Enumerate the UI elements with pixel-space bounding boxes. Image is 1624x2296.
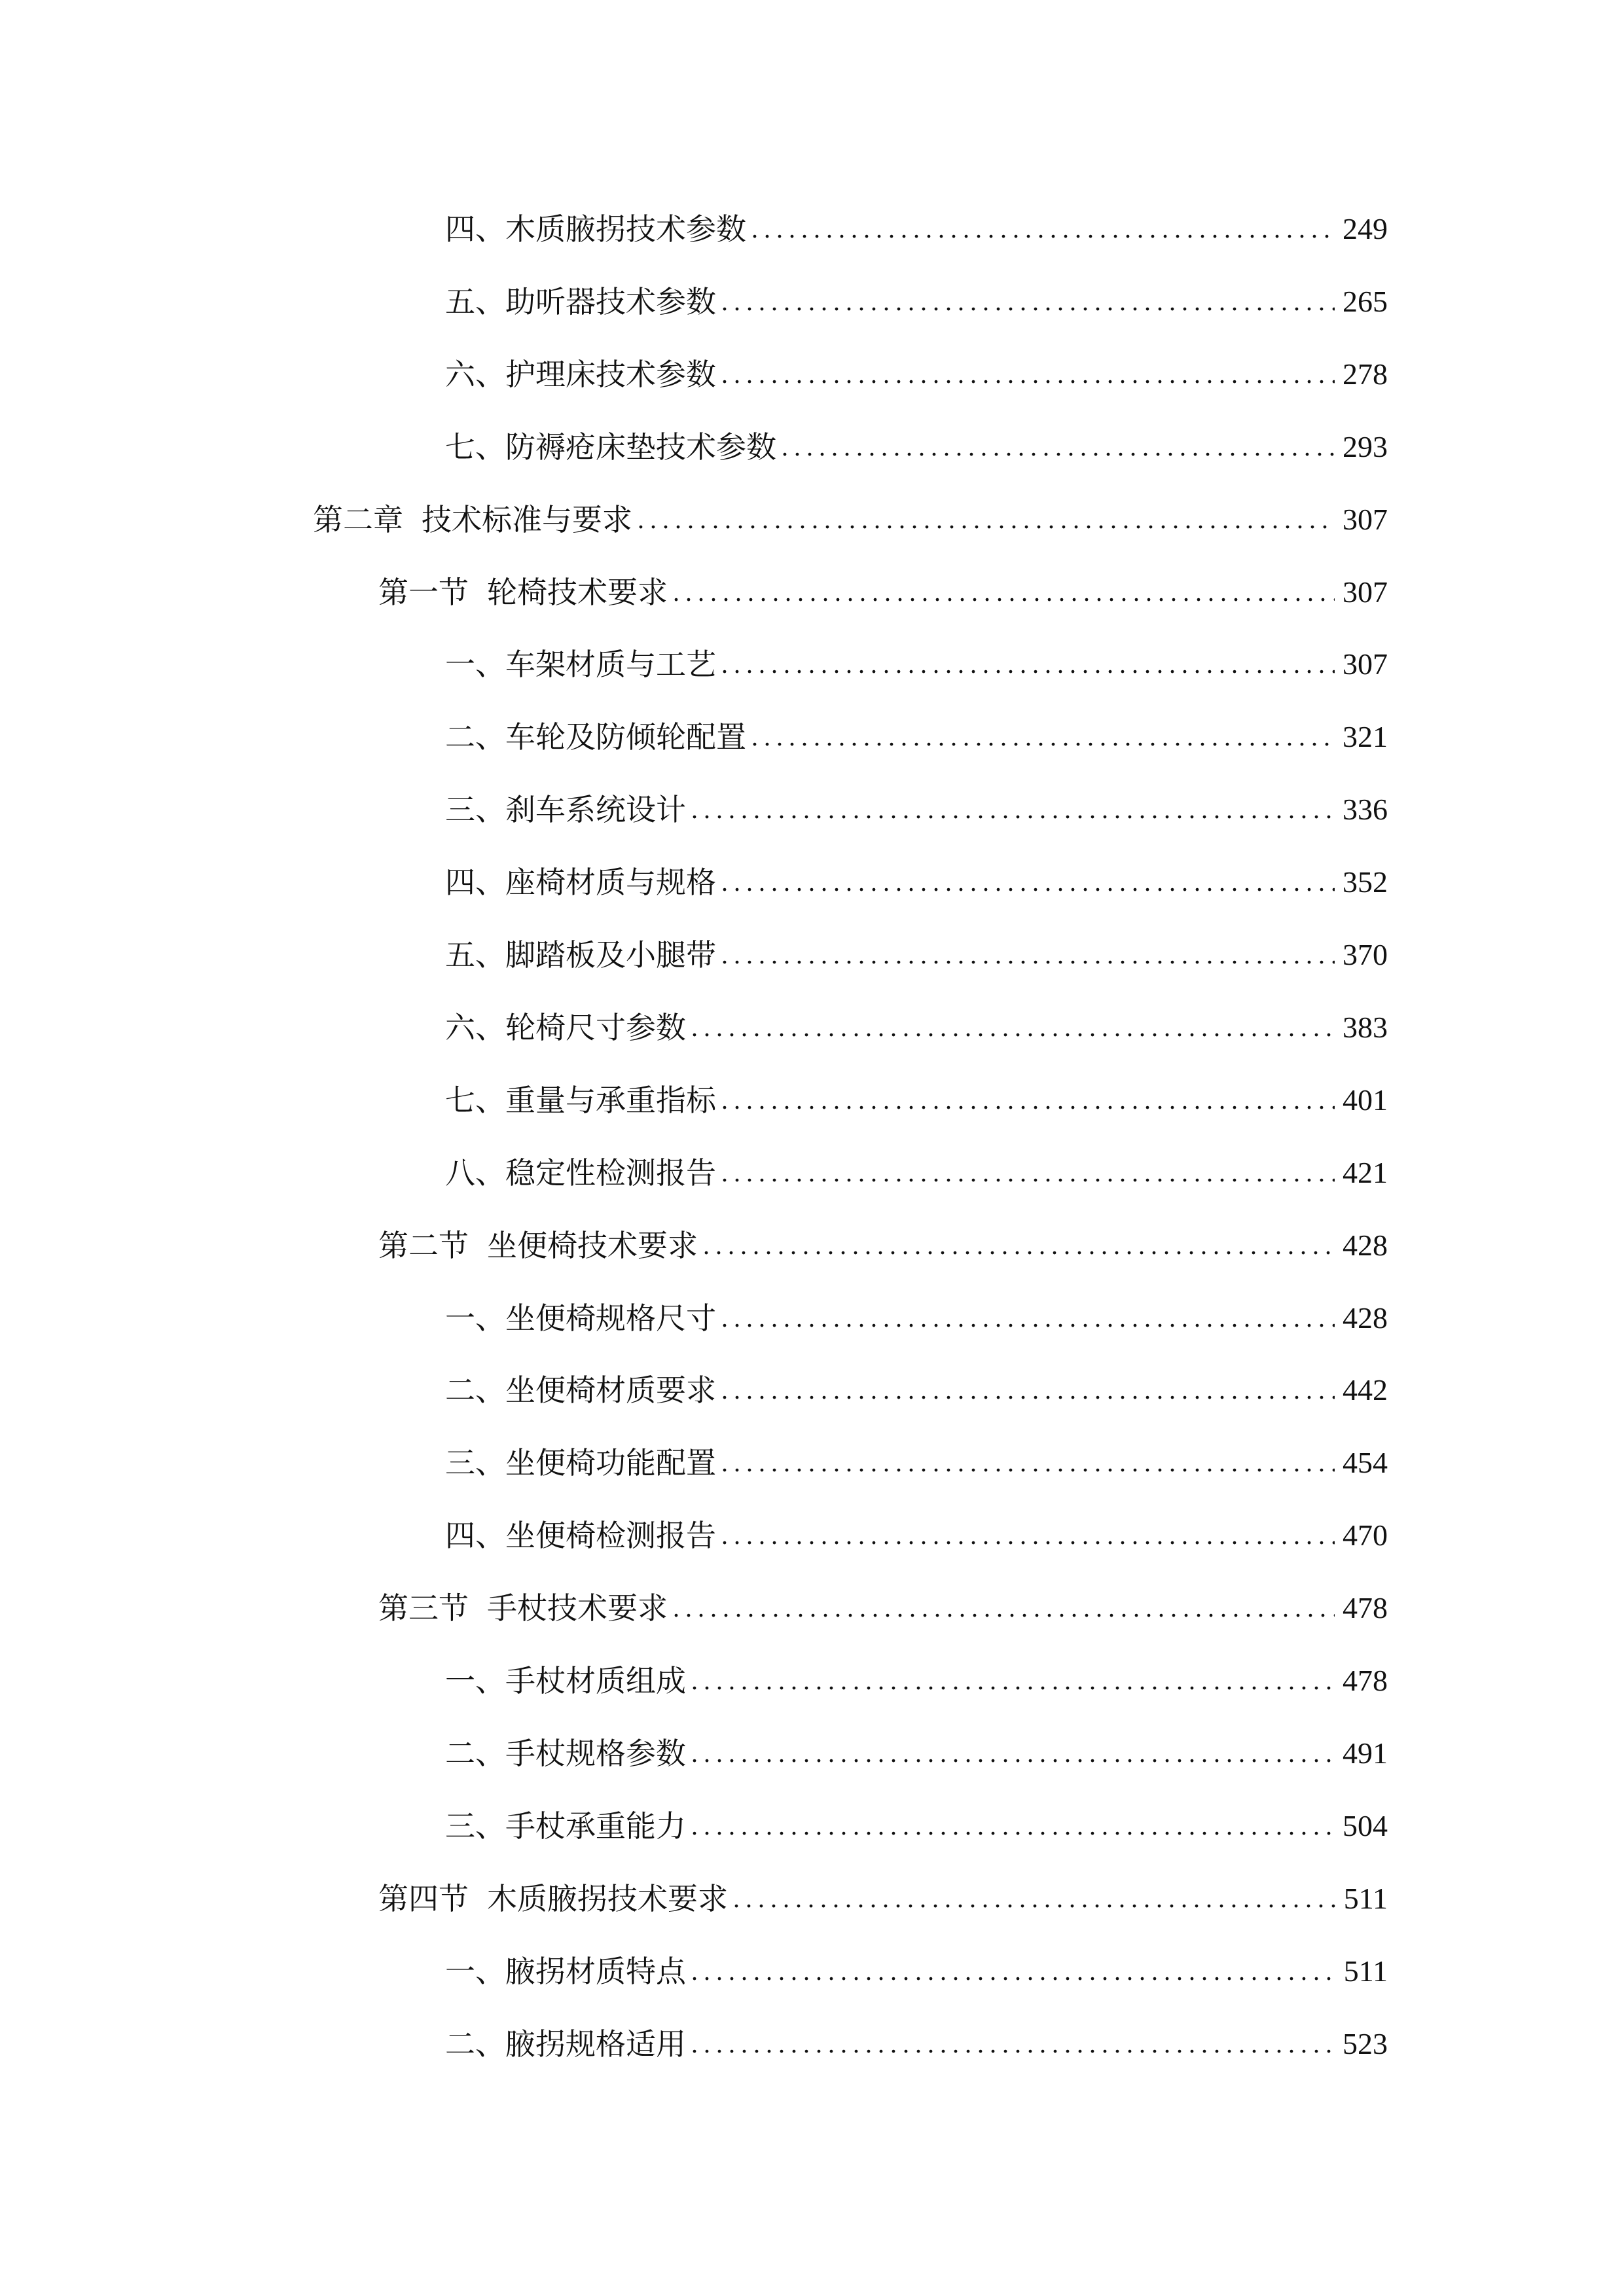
toc-entry[interactable] (445, 355, 1388, 394)
toc-entry-number: 第二章 (313, 501, 403, 537)
toc-entry-title: 木质腋拐技术参数 (505, 211, 746, 247)
toc-entry-page: 491 (1343, 1736, 1388, 1770)
toc-entry-title: 坐便椅材质要求 (505, 1372, 716, 1408)
toc-entry-title: 助听器技术参数 (505, 283, 716, 319)
toc-entry-page: 383 (1343, 1010, 1388, 1044)
toc-entry-title: 车轮及防倾轮配置 (505, 719, 746, 755)
toc-entry-page: 321 (1343, 720, 1388, 754)
dot-leader (721, 645, 1335, 684)
toc-entry-number: 四、 (445, 865, 505, 901)
toc-entry-title: 轮椅尺寸参数 (505, 1009, 686, 1045)
toc-entry-number: 二、 (445, 1735, 505, 1771)
toc-entry[interactable] (445, 1734, 1388, 1773)
toc-entry-page: 511 (1343, 1881, 1388, 1915)
toc-entry-number: 二、 (445, 719, 505, 755)
toc-entry-title: 防褥疮床垫技术参数 (505, 429, 776, 465)
toc-entry[interactable] (445, 1952, 1388, 1991)
toc-entry-page: 470 (1343, 1518, 1388, 1552)
toc-entry-number: 第三节 (378, 1590, 469, 1626)
toc-entry-page: 523 (1343, 2026, 1388, 2060)
toc-entry-page: 511 (1343, 1954, 1388, 1988)
toc-entry[interactable] (445, 1661, 1388, 1700)
toc-entry-title: 稳定性检测报告 (505, 1155, 716, 1191)
toc-entry[interactable] (313, 500, 1388, 539)
toc-entry-title: 腋拐材质特点 (505, 1953, 686, 1989)
toc-entry-number: 第四节 (378, 1880, 469, 1916)
toc-entry-title: 技术标准与要求 (422, 501, 632, 537)
toc-entry-number: 二、 (445, 1372, 505, 1408)
toc-entry-title: 手杖材质组成 (505, 1663, 686, 1698)
dot-leader (721, 863, 1335, 902)
toc-entry-title: 脚踏板及小腿带 (505, 937, 716, 973)
dot-leader (721, 935, 1335, 975)
toc-entry-number: 二、 (445, 2026, 505, 2062)
toc-entry[interactable] (445, 1806, 1388, 1846)
dot-leader (751, 209, 1335, 249)
toc-entry-number: 三、 (445, 1808, 505, 1844)
toc-entry-page: 504 (1343, 1808, 1388, 1842)
dot-leader (691, 2024, 1335, 2064)
toc-entry-number: 一、 (445, 1300, 505, 1336)
dot-leader (721, 1081, 1335, 1120)
toc-entry-page: 293 (1343, 429, 1388, 463)
toc-entry[interactable] (445, 1153, 1388, 1193)
dot-leader (721, 1443, 1335, 1482)
toc-entry-number: 第一节 (378, 574, 469, 610)
toc-entry[interactable] (445, 1443, 1388, 1482)
toc-entry-title: 木质腋拐技术要求 (487, 1880, 728, 1916)
dot-leader (782, 427, 1335, 467)
toc-entry-title: 坐便椅技术要求 (487, 1227, 698, 1263)
dot-leader (638, 500, 1335, 539)
toc-entry-page: 478 (1343, 1664, 1388, 1697)
toc-entry-page: 454 (1343, 1446, 1388, 1480)
toc-entry-title: 手杖技术要求 (487, 1590, 668, 1626)
toc-entry-title: 手杖规格参数 (505, 1735, 686, 1771)
dot-leader (721, 1153, 1335, 1193)
toc-entry-page: 307 (1343, 647, 1388, 681)
toc-entry-title: 刹车系统设计 (505, 792, 686, 828)
toc-entry-title: 坐便椅规格尺寸 (505, 1300, 716, 1336)
toc-entry-page: 370 (1343, 938, 1388, 971)
dot-leader (703, 1226, 1335, 1265)
toc-entry-number: 三、 (445, 792, 505, 828)
toc-entry[interactable] (445, 1081, 1388, 1120)
toc-entry-number: 五、 (445, 283, 505, 319)
dot-leader (673, 573, 1335, 612)
toc-entry[interactable] (445, 282, 1388, 321)
dot-leader (691, 1008, 1335, 1047)
toc-entry-number: 一、 (445, 1663, 505, 1698)
dot-leader (691, 1661, 1335, 1700)
toc-entry-page: 442 (1343, 1373, 1388, 1407)
toc-entry[interactable] (378, 1226, 1388, 1265)
toc-entry-number: 五、 (445, 937, 505, 973)
toc-entry[interactable] (445, 1008, 1388, 1047)
toc-entry[interactable] (445, 1516, 1388, 1555)
toc-entry[interactable] (378, 1588, 1388, 1628)
dot-leader (733, 1879, 1336, 1918)
toc-entry-number: 七、 (445, 429, 505, 465)
toc-entry[interactable] (445, 717, 1388, 757)
toc-entry-page: 478 (1343, 1591, 1388, 1625)
toc-entry[interactable] (378, 573, 1388, 612)
dot-leader (691, 1952, 1336, 1991)
dot-leader (691, 790, 1335, 829)
toc-entry-title: 座椅材质与规格 (505, 865, 716, 901)
toc-entry-title: 坐便椅功能配置 (505, 1445, 716, 1481)
toc-entry-number: 七、 (445, 1082, 505, 1118)
toc-entry-page: 336 (1343, 793, 1388, 827)
dot-leader (691, 1806, 1335, 1846)
toc-entry-number: 六、 (445, 356, 505, 392)
toc-entry[interactable] (445, 2024, 1388, 2064)
dot-leader (721, 1371, 1335, 1410)
dot-leader (721, 1299, 1335, 1338)
toc-entry-number: 一、 (445, 1953, 505, 1989)
dot-leader (691, 1734, 1335, 1773)
toc-entry-number: 六、 (445, 1009, 505, 1045)
toc-entry-number: 八、 (445, 1155, 505, 1191)
dot-leader (673, 1588, 1335, 1628)
toc-entry-title: 重量与承重指标 (505, 1082, 716, 1118)
toc-entry[interactable] (445, 209, 1388, 249)
toc-entry-number: 四、 (445, 211, 505, 247)
toc-entry[interactable] (445, 645, 1388, 684)
toc-entry-page: 352 (1343, 865, 1388, 899)
toc-entry-number: 三、 (445, 1445, 505, 1481)
dot-leader (721, 355, 1335, 394)
dot-leader (721, 1516, 1335, 1555)
toc-entry-number: 一、 (445, 647, 505, 683)
toc-entry-number: 第二节 (378, 1227, 469, 1263)
toc-entry-page: 265 (1343, 284, 1388, 318)
toc-entry-page: 421 (1343, 1155, 1388, 1189)
toc-entry-title: 车架材质与工艺 (505, 647, 716, 683)
toc-entry-title: 手杖承重能力 (505, 1808, 686, 1844)
toc-entry[interactable] (445, 935, 1388, 975)
toc-entry-page: 307 (1343, 575, 1388, 609)
toc-entry-page: 249 (1343, 212, 1388, 245)
toc-entry-page: 307 (1343, 502, 1388, 536)
toc-entry[interactable] (445, 427, 1388, 467)
toc-entry-page: 278 (1343, 357, 1388, 391)
toc-entry-title: 护理床技术参数 (505, 356, 716, 392)
dot-leader (751, 717, 1335, 757)
toc-entry-title: 轮椅技术要求 (487, 574, 668, 610)
toc-entry-title: 腋拐规格适用 (505, 2026, 686, 2062)
toc-entry-title: 坐便椅检测报告 (505, 1518, 716, 1554)
toc-entry-page: 401 (1343, 1083, 1388, 1117)
toc-entry-number: 四、 (445, 1518, 505, 1554)
toc-entry-page: 428 (1343, 1300, 1388, 1335)
toc-entry[interactable] (378, 1879, 1388, 1918)
toc-entry[interactable] (445, 1371, 1388, 1410)
toc-entry[interactable] (445, 790, 1388, 829)
toc-entry-page: 428 (1343, 1228, 1388, 1262)
dot-leader (721, 282, 1335, 321)
toc-entry[interactable] (445, 863, 1388, 902)
toc-entry[interactable] (445, 1299, 1388, 1338)
